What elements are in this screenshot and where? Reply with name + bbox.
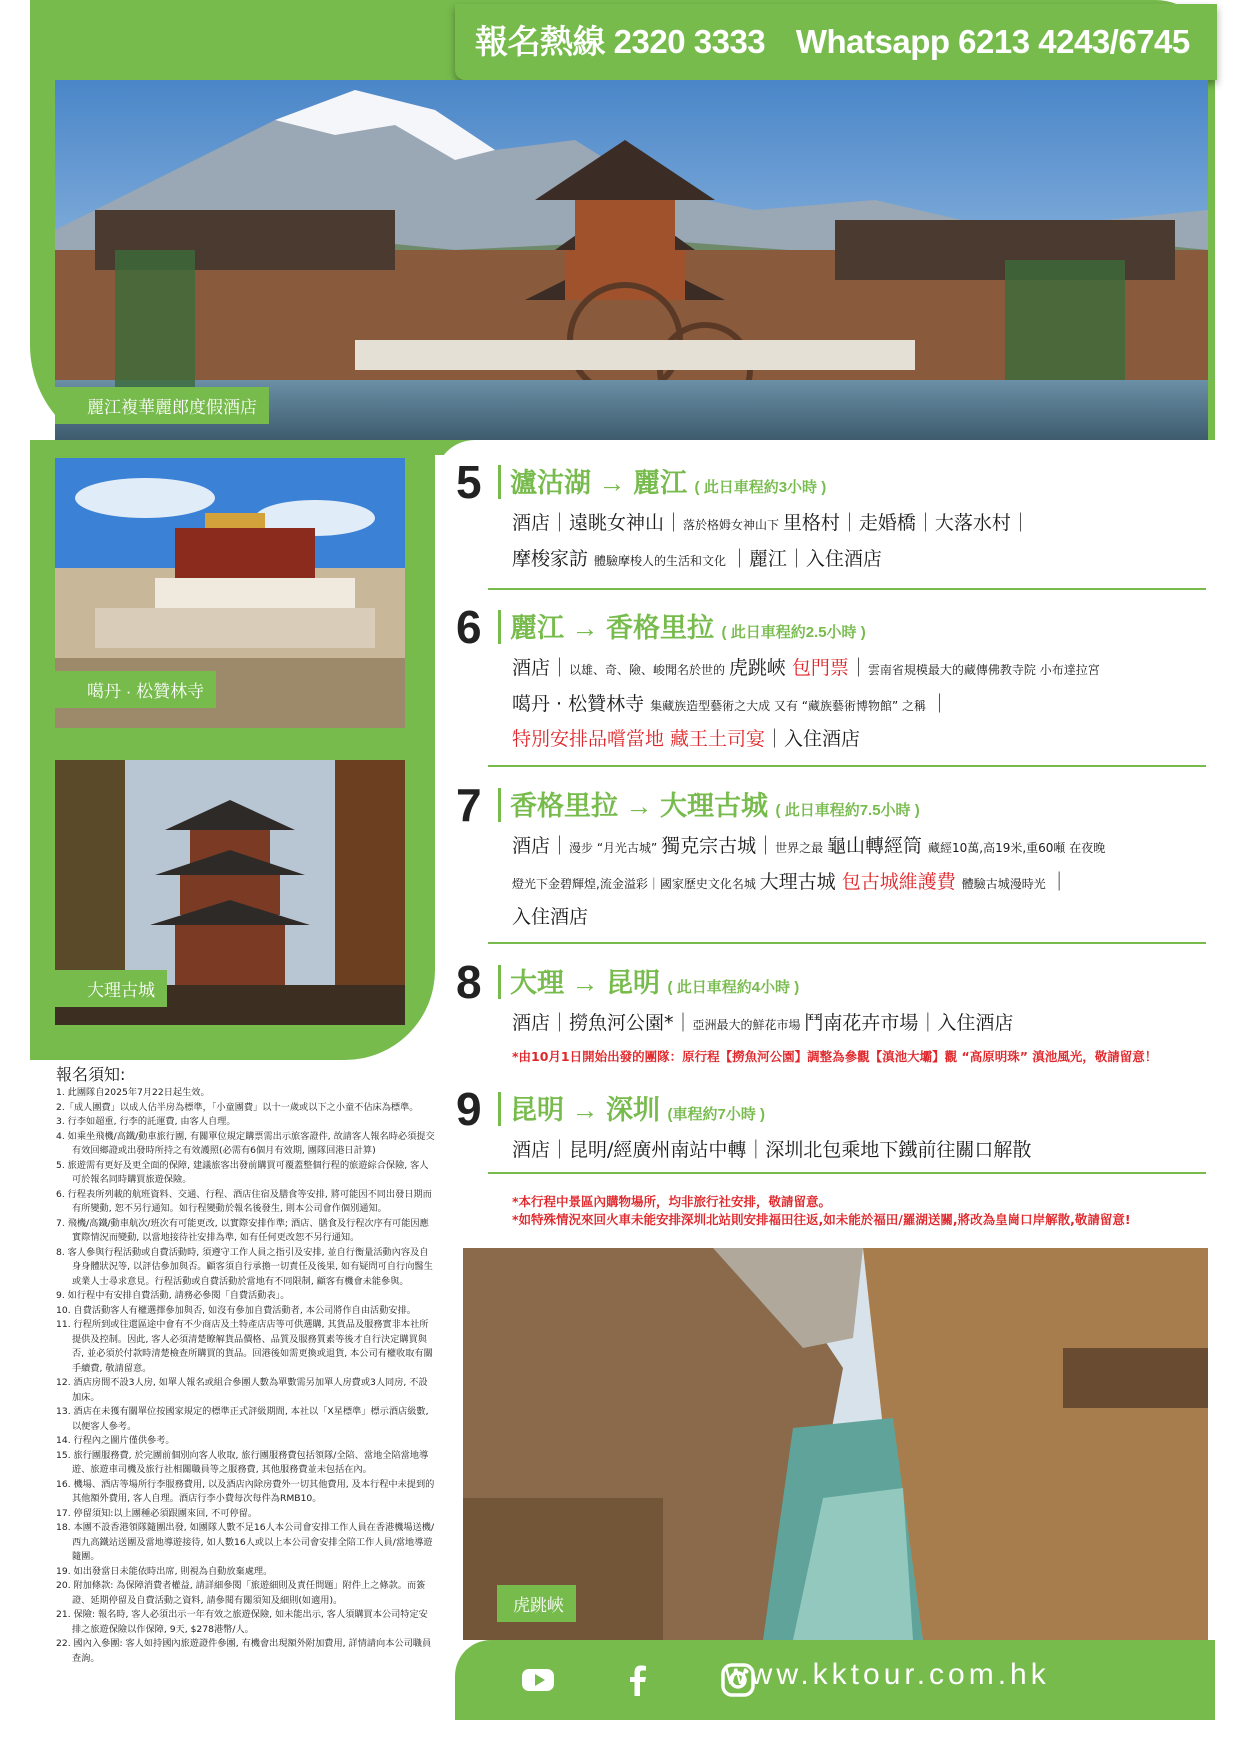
day-number: 8: [456, 956, 482, 1008]
caption-lijiang: 麗江複華麗郎度假酒店: [55, 387, 269, 424]
registration-item: 3. 行李如超重, 行李的託運費, 由客人自理。: [56, 1116, 236, 1127]
day-number: 7: [456, 779, 482, 831]
day-duration: ( 此日車程約7.5小時 ): [775, 802, 920, 819]
registration-item: 5. 旅遊需有更好及更全面的保障, 建議旅客出發前購買可覆蓋整個行程的旅遊綜合保險, 客人可於報名同時購買旅遊保險。: [56, 1159, 429, 1185]
separator: [488, 765, 1206, 767]
hotline-phone[interactable]: 報名熱線 2320 3333: [475, 23, 766, 60]
day-route: 昆明 → 深圳: [510, 1095, 661, 1125]
day-title: [510, 606, 866, 645]
registration-item: 2.「成人團費」以成人佔半房為標準，「小童團費」以十一歲或以下之小童不佔床為標準。: [56, 1101, 419, 1113]
day-title: [510, 461, 826, 500]
registration-item: 14. 行程內之圖片僅供參考。: [56, 1435, 175, 1446]
separator: [488, 942, 1206, 944]
day-duration: ( 此日車程約2.5小時 ): [721, 624, 866, 641]
registration-item: 8. 客人參與行程活動或自費活動時, 須遵守工作人員之指引及安排, 並自行衡量活動內容及自身身體狀況等, 以評估參加與否。顧客須自行承擔一切責任及後果, 如有疑問可自行向醫生或業人士尋求意見。行程活動或自費活動於當地有不同限制, 顧客有機會未能參與。: [56, 1246, 433, 1287]
hotline-banner: [455, 4, 1217, 80]
registration-item: 20. 附加條款: 為保障消費者權益, 請詳細參閱「旅遊細則及責任問題」附件上之條款。而簽證、延期停留及自費活動之資料, 請參閱有關須知及細則(如適用)。: [56, 1580, 426, 1606]
day-route: 大理 → 昆明: [510, 968, 661, 998]
registration-item: 10. 自費活動客人有權選擇參加與否, 如沒有參加自費活動者, 本公司將作自由活動安排。: [56, 1304, 416, 1316]
registration-title: 報名須知:: [56, 1065, 126, 1084]
day-divider: [498, 788, 501, 822]
youtube-icon[interactable]: [520, 1662, 556, 1698]
day-line-3: 入住酒店: [512, 906, 589, 928]
caption-tiger: 虎跳峽: [497, 1585, 576, 1622]
day-line-2: 燈光下金碧輝煌,流金溢彩｜國家歷史文化名城 大理古城 包古城維護費 體驗古城漫時光 ｜: [512, 871, 1069, 893]
day-line-3: 特別安排品嚐當地 藏王土司宴｜入住酒店: [512, 728, 861, 750]
registration-item: 1. 此團隊自2025年7月22日起生效。: [56, 1087, 210, 1098]
registration-item: 19. 如出發當日未能依時出席, 則視為自動放棄處理。: [56, 1565, 273, 1577]
registration-item: 15. 旅行團服務費, 於完團前個別向客人收取, 旅行團服務費包括領隊/全陪、當地全陪當地導遊、旅遊車司機及旅行社相關職員等之服務費, 其他服務費並未包括在內。: [56, 1449, 429, 1475]
registration-item: 13. 酒店在未獲有關單位按國家規定的標準正式評級期間, 本社以「X星標準」標示酒店級數, 以便客人參考。: [56, 1406, 429, 1432]
day-route: 香格里拉 → 大理古城: [510, 791, 769, 821]
day-line-1: 酒店｜昆明/經廣州南站中轉｜深圳北包乘地下鐵前往關口解散: [512, 1139, 1032, 1161]
trip-note-1: *本行程中景區內購物場所，均非旅行社安排，敬請留意。: [512, 1194, 832, 1209]
day-line-2: 摩梭家訪 體驗摩梭人的生活和文化 ｜麗江｜入住酒店: [512, 548, 882, 570]
day-line-1: 酒店｜撈魚河公園*｜亞洲最大的鮮花市場 鬥南花卉市場｜入住酒店: [512, 1012, 1014, 1034]
day-number: 9: [456, 1083, 482, 1135]
day-6: [456, 600, 1206, 750]
day-divider: [498, 965, 501, 999]
registration-item: 12. 酒店房間不設3人房, 如單人報名或組合參團人數為單數需另加單人房費或3人同房, 不設加床。: [56, 1377, 428, 1403]
registration-item: 17. 停留須知:以上團種必須跟團來回, 不可停留。: [56, 1507, 258, 1519]
day-duration: ( 此日車程約4小時 ): [667, 979, 800, 996]
lijiang-photo: [55, 80, 1208, 440]
registration-item: 4. 如乘坐飛機/高鐵/動車旅行團, 有關單位規定購票需出示旅客證件, 故請客人報名時必須提交有效回鄉證或出發時所持之有效護照(必需有6個月有效期, 團隊回港日計算): [56, 1130, 435, 1156]
facebook-icon[interactable]: [620, 1662, 656, 1698]
songzanlin-photo: [55, 458, 405, 728]
day-duration: ( 此日車程約3小時 ): [694, 479, 827, 496]
day-divider: [498, 465, 501, 499]
day-line-1: 酒店｜遠眺女神山｜落於格姆女神山下 里格村｜走婚橋｜大落水村｜: [512, 512, 1030, 534]
website-link[interactable]: www.kktour.com.hk: [725, 1658, 1050, 1691]
caption-songzanlin: 噶丹 · 松贊林寺: [55, 671, 216, 708]
footer-bar: [455, 1640, 1215, 1720]
day-title: [510, 784, 920, 823]
registration-item: 9. 如行程中有安排自費活動, 請務必參閱「自費活動表」。: [56, 1290, 290, 1301]
registration-item: 6. 行程表所列載的航班資料、交通、行程、酒店住宿及膳食等安排, 將可能因不同出發日期而有所變動, 恕不另行通知。如行程變動於報名後發生, 則本公司會作個別通知。: [56, 1188, 432, 1214]
separator: [488, 588, 1206, 590]
tiger-gorge-photo: [463, 1248, 1208, 1640]
separator: [488, 1172, 1206, 1174]
day-route: 麗江 → 香格里拉: [510, 613, 715, 643]
day-number: 6: [456, 601, 482, 653]
day-duration: (車程約7小時 ): [667, 1106, 766, 1123]
day-7: [456, 778, 1206, 938]
day-route: 瀘沽湖 → 麗江: [510, 468, 688, 498]
registration-item: 16. 機場、酒店等場所行李服務費用, 以及酒店內除房費外一切其他費用, 及本行程中未提到的其他額外費用, 客人自理。酒店行李小費每次每件為RMB10。: [56, 1478, 435, 1504]
registration-item: 18. 本團不設香港領隊隨團出發, 如團隊人數不足16人本公司會安排工作人員在香港機場送機/西九高鐵站送團及當地導遊接待, 如人數16人或以上本公司會安排全陪工作人員/當地導遊隨團。: [56, 1522, 435, 1562]
registration-item: 22. 國內入參團: 客人如持國內旅遊證件參團, 有機會出現額外附加費用, 詳情請向本公司職員查詢。: [56, 1638, 432, 1664]
trip-note-2: *如特殊情況來回火車未能安排深圳北站則安排福田往返,如未能於福田/羅湖送關,將改為皇崗口岸解散,敬請留意!: [512, 1212, 1131, 1227]
registration-item: 7. 飛機/高鐵/動車航次/班次有可能更改, 以實際安排作準; 酒店、膳食及行程次序有可能因應實際情況而變動, 以當地接待社安排為準, 如有任何更改恕不另行通知。: [56, 1217, 429, 1243]
day-title: [510, 961, 799, 1000]
day-line-2: 噶丹 · 松贊林寺 集藏族造型藝術之大成 又有 “藏族藝術博物館” 之稱 ｜: [512, 693, 949, 715]
caption-dali: 大理古城: [55, 970, 167, 1007]
registration-list: [56, 1086, 436, 1666]
day-line-1: 酒店｜漫步 “月光古城” 獨克宗古城｜世界之最 龜山轉經筒 藏經10萬,高19米,重60噸 在夜晚: [512, 835, 1106, 857]
day-divider: [498, 610, 501, 644]
day-5: [456, 455, 1206, 575]
day-number: 5: [456, 456, 482, 508]
day-divider: [498, 1092, 501, 1126]
dali-photo: [55, 760, 405, 1025]
registration-item: 21. 保險: 報名時, 客人必須出示一年有效之旅遊保險, 如未能出示, 客人須購買本公司特定安排之旅遊保險以作保障, 9天, $278港幣/人。: [56, 1609, 428, 1635]
day-line-1: 酒店｜以雄、奇、險、峻聞名於世的 虎跳峽 包門票｜雲南省規模最大的藏傳佛教寺院 小布達拉宮: [512, 657, 1100, 679]
day-9: [456, 1082, 1206, 1172]
day-8-note: *由10月1日開始出發的團隊：原行程【撈魚河公園】調整為參觀【滇池大壩】觀 “高原明珠” 滇池風光，敬請留意！: [512, 1049, 1158, 1064]
hotline-whatsapp[interactable]: Whatsapp 6213 4243/6745: [795, 23, 1190, 60]
day-title: [510, 1088, 765, 1127]
registration-item: 11. 行程所到或往還區途中會有不少商店及土特產店店等可供選購, 其貨品及服務實非本社所提供及控制。因此, 客人必須清楚瞭解貨品價格、品質及服務質素等後才自行決定購買與否, 並必須於付款時清楚檢查所購買的貨品。回港後如需更換或退貨, 本公司有權收取有關手續費, 敬請留意。: [56, 1319, 433, 1374]
